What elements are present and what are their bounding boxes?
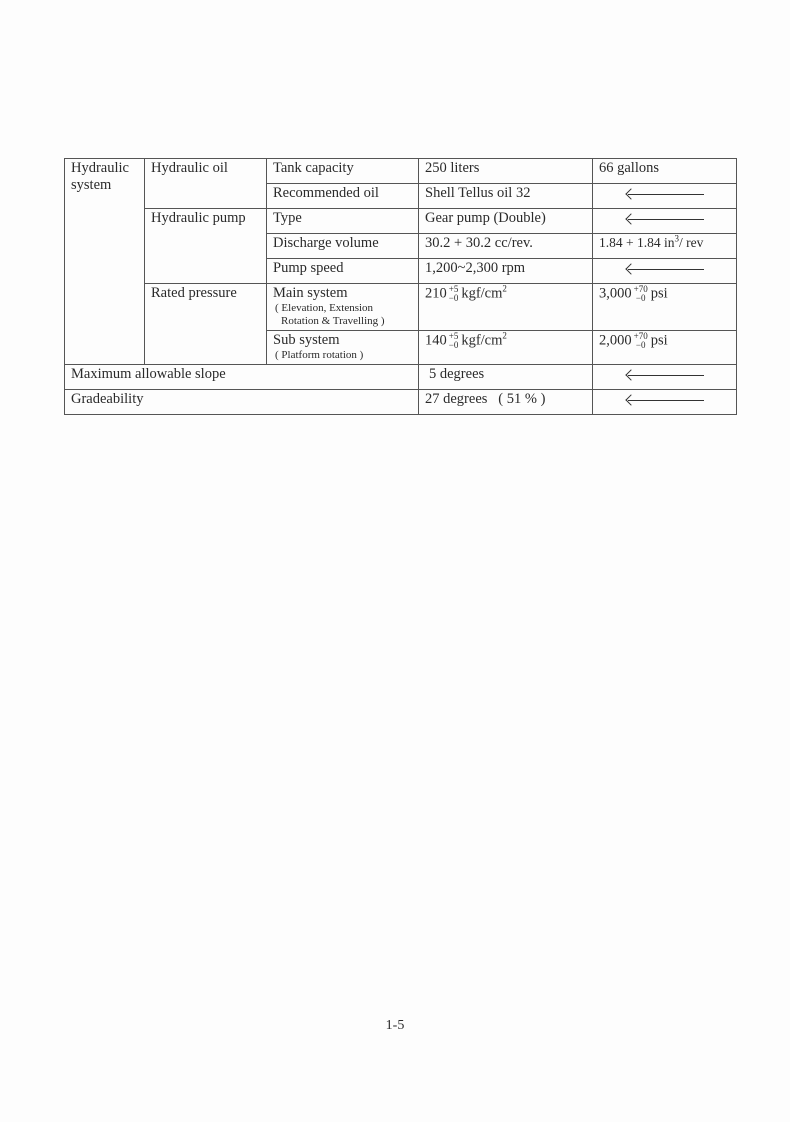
imperial-cell: [593, 259, 737, 284]
item-cell: Type: [267, 209, 419, 234]
section-label-cell: Hydraulic system: [65, 159, 145, 365]
left-arrow-icon: [626, 189, 704, 199]
metric-cell: 30.2 + 30.2 cc/rev.: [419, 234, 593, 259]
metric-cell: 210 +5 −0 kgf/$cm^2$: [419, 284, 593, 331]
table-row: [65, 364, 737, 389]
item-cell: Tank capacity: [267, 159, 419, 184]
table-row: [65, 209, 737, 234]
imperial-cell: 2,000 +70 −0 psi: [593, 331, 737, 365]
item-cell: Pump speed: [267, 259, 419, 284]
tolerance: +5 −0: [448, 331, 459, 351]
metric-cell: 140 +5 −0 kgf/$cm^2$: [419, 331, 593, 365]
imperial-cell: [593, 364, 737, 389]
metric-cell: Shell Tellus oil 32: [419, 184, 593, 209]
item-cell: Recommended oil: [267, 184, 419, 209]
imperial-cell: 1.84 + 1.84 $in^3/$ rev: [593, 234, 737, 259]
group-label-cell: Hydraulic oil: [145, 159, 267, 209]
item-cell: Gradeability: [65, 389, 419, 414]
left-arrow-icon: [626, 395, 704, 405]
group-label-cell: Hydraulic pump: [145, 209, 267, 284]
tolerance: +70 −0: [633, 331, 648, 351]
metric-cell: 1,200~2,300 rpm: [419, 259, 593, 284]
table-row: [65, 284, 737, 331]
item-cell: Discharge volume: [267, 234, 419, 259]
item-cell: Sub system ( Platform rotation ): [267, 331, 419, 365]
imperial-cell: [593, 389, 737, 414]
left-arrow-icon: [626, 214, 704, 224]
tolerance: +70 −0: [633, 284, 648, 303]
page-number: 1-5: [385, 1018, 405, 1033]
imperial-cell: 3,000 +70 −0 psi: [593, 284, 737, 331]
table-row: [65, 389, 737, 414]
metric-cell: 27 degrees ( 51 % ): [419, 389, 593, 414]
imperial-cell: 66 gallons: [593, 159, 737, 184]
hydraulic-spec-table: [64, 158, 737, 415]
tolerance: +5 −0: [448, 284, 459, 303]
left-arrow-icon: [626, 264, 704, 274]
left-arrow-icon: [626, 370, 704, 380]
metric-cell: 250 liters: [419, 159, 593, 184]
group-label-cell: Rated pressure: [145, 284, 267, 365]
item-cell: Maximum allowable slope: [65, 364, 419, 389]
metric-cell: Gear pump (Double): [419, 209, 593, 234]
table-row: [65, 159, 737, 184]
item-cell: Main system ( Elevation, Extension Rotation & Travelling ): [267, 284, 419, 331]
imperial-cell: [593, 209, 737, 234]
metric-cell: 5 degrees: [419, 364, 593, 389]
imperial-cell: [593, 184, 737, 209]
